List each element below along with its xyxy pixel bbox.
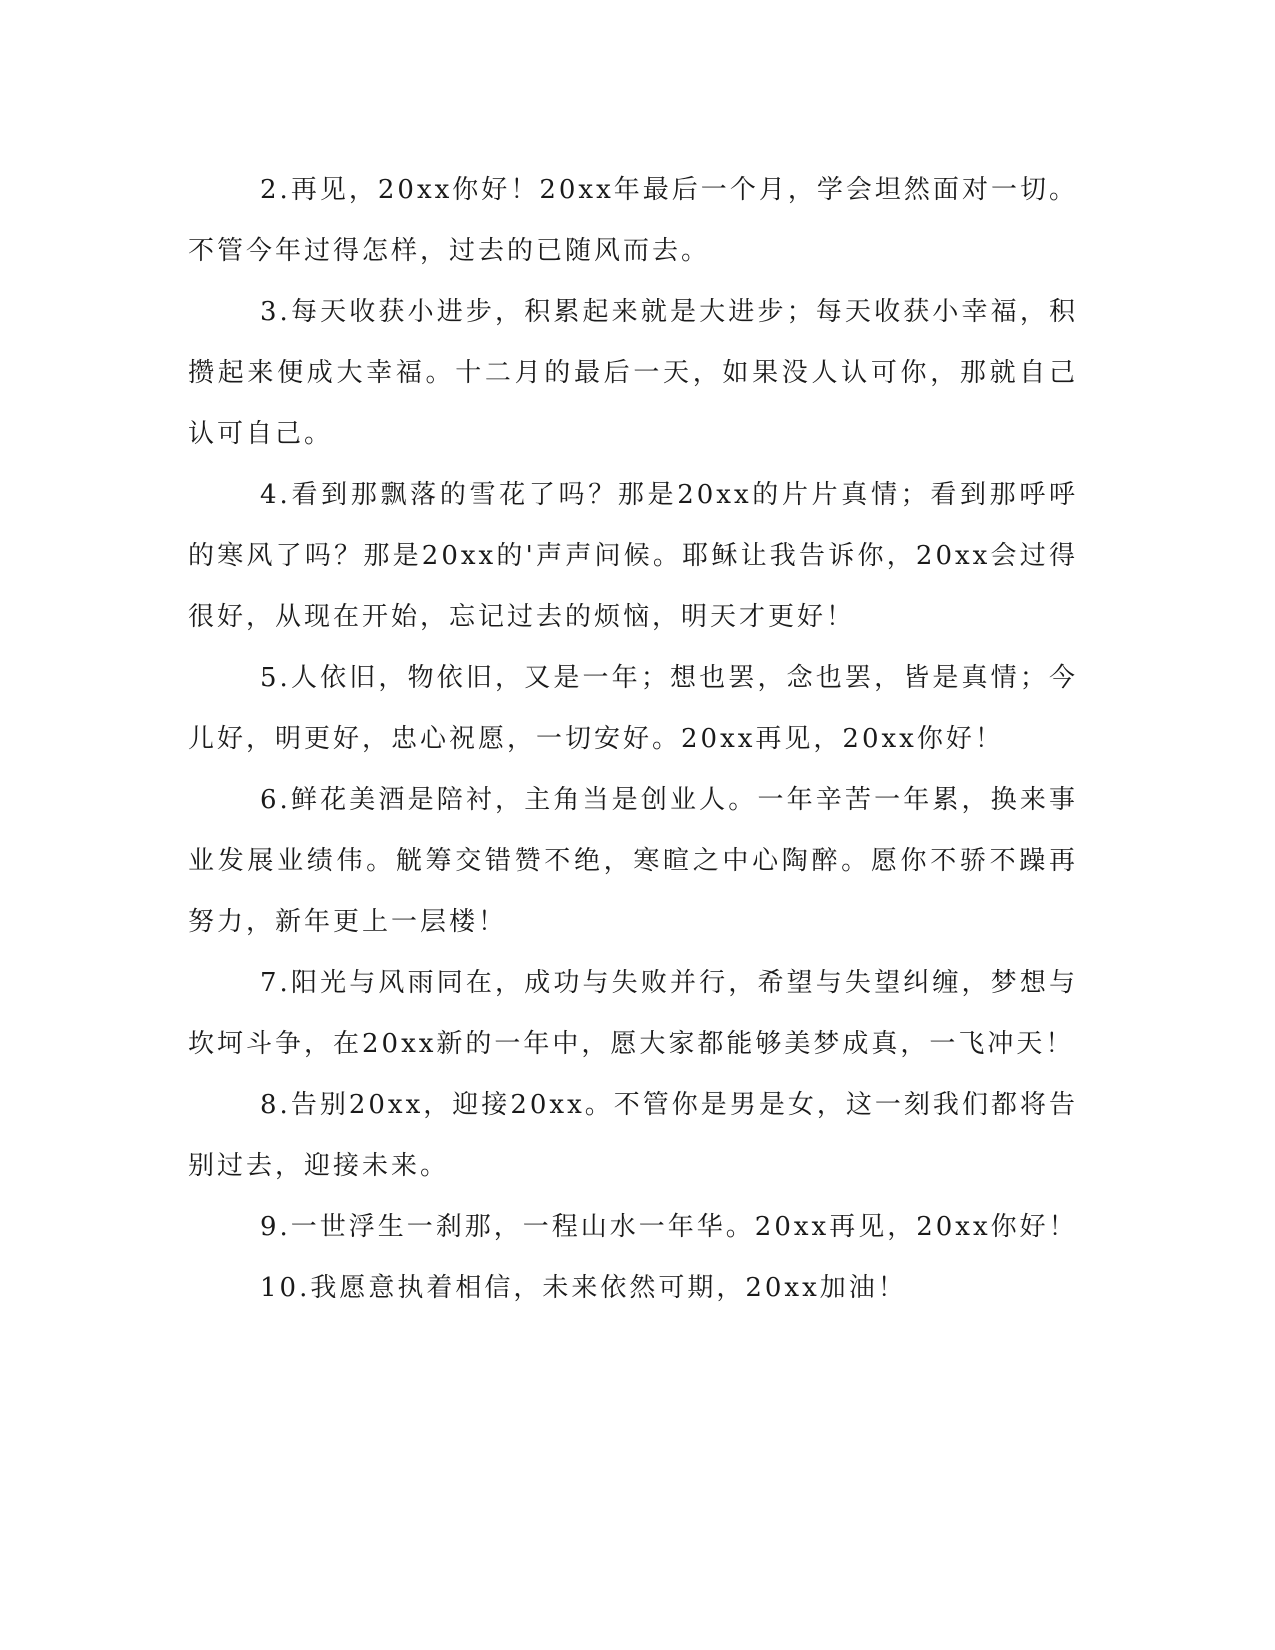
paragraph-7: 7.阳光与风雨同在，成功与失败并行，希望与失望纠缠，梦想与坎坷斗争，在20xx新的一年中，愿大家都能够美梦成真，一飞冲天！ <box>188 968 1078 1059</box>
document-body <box>188 160 1078 1319</box>
paragraph-8: 8.告别20xx，迎接20xx。不管你是男是女，这一刻我们都将告别过去，迎接未来。 <box>188 1090 1078 1181</box>
paragraph-9: 9.一世浮生一刹那，一程山水一年华。20xx再见，20xx你好！ <box>260 1212 1078 1242</box>
paragraph-2: 2.再见，20xx你好！20xx年最后一个月，学会坦然面对一切。不管今年过得怎样，过去的已随风而去。 <box>188 175 1078 266</box>
paragraph-4: 4.看到那飘落的雪花了吗？那是20xx的片片真情；看到那呼呼的寒风了吗？那是20xx的'声声问候。耶稣让我告诉你，20xx会过得很好，从现在开始，忘记过去的烦恼，明天才更好！ <box>188 480 1078 632</box>
paragraph-5: 5.人依旧，物依旧，又是一年；想也罢，念也罢，皆是真情；今儿好，明更好，忠心祝愿，一切安好。20xx再见，20xx你好！ <box>188 663 1078 754</box>
paragraph-6: 6.鲜花美酒是陪衬，主角当是创业人。一年辛苦一年累，换来事业发展业绩伟。觥筹交错赞不绝，寒暄之中心陶醉。愿你不骄不躁再努力，新年更上一层楼！ <box>188 785 1078 937</box>
paragraph-3: 3.每天收获小进步，积累起来就是大进步；每天收获小幸福，积攒起来便成大幸福。十二月的最后一天，如果没人认可你，那就自己认可自己。 <box>188 297 1078 449</box>
paragraph-10: 10.我愿意执着相信，未来依然可期，20xx加油！ <box>260 1273 907 1303</box>
